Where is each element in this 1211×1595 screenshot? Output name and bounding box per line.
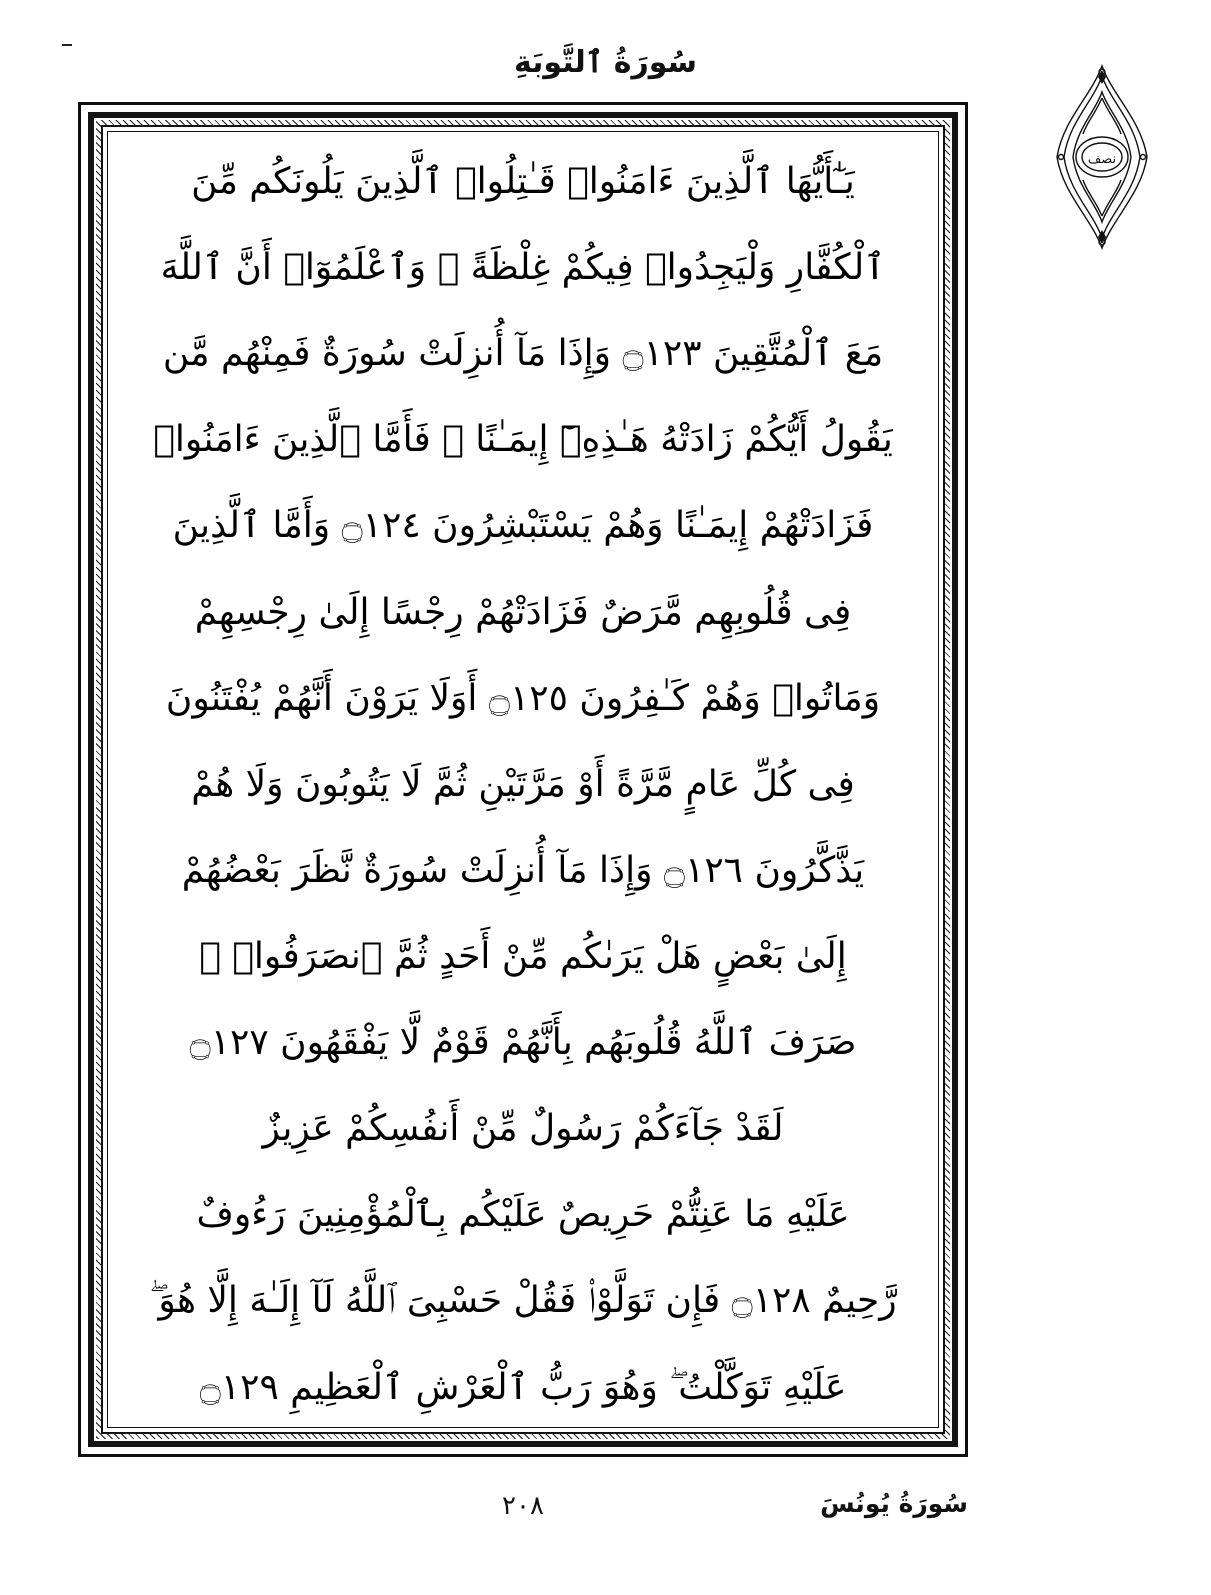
ayah-line: فِى قُلُوبِهِم مَّرَضٌ فَزَادَتْهُمْ رِجْسًا إِلَىٰ رِجْسِهِمْ: [194, 591, 852, 633]
surah-title: سُورَةُ ٱلتَّوبَةِ: [513, 45, 698, 80]
ayah-line: فَزَادَتْهُمْ إِيمَـٰنًا وَهُمْ يَسْتَبْشِرُونَ ۝١٢٤ وَأَمَّا ٱلَّذِينَ: [172, 505, 874, 547]
ayah-line: ٱلْكُفَّارِ وَلْيَجِدُوا۟ فِيكُمْ غِلْظَةً ۚ وَٱعْلَمُوٓا۟ أَنَّ ٱللَّهَ: [160, 247, 886, 289]
ayah-line: وَمَاتُوا۟ وَهُمْ كَـٰفِرُونَ ۝١٢٥ أَوَلَا يَرَوْنَ أَنَّهُمْ يُفْتَنُونَ: [165, 677, 881, 719]
frame-inner-border: [101, 125, 945, 1434]
ayah-line: صَرَفَ ٱللَّهُ قُلُوبَهُم بِأَنَّهُمْ قَوْمٌ لَّا يَفْقَهُونَ ۝١٢٧: [189, 1022, 857, 1064]
quran-text-block: [129, 161, 917, 1408]
corner-registration-mark: [62, 44, 72, 46]
page-header: [0, 45, 1211, 80]
ayah-line: عَلَيْهِ تَوَكَّلْتُ ۖ وَهُوَ رَبُّ ٱلْعَرْشِ ٱلْعَظِيمِ ۝١٢٩: [199, 1366, 847, 1408]
ayah-line: إِلَىٰ بَعْضٍ هَلْ يَرَىٰكُم مِّنْ أَحَدٍ ثُمَّ ٱنصَرَفُوا۟ ۚ: [199, 935, 847, 977]
page-footer: [78, 1489, 968, 1529]
next-surah-label: سُورَةُ يُونُسَ: [820, 1489, 968, 1518]
ayah-line: يَذَّكَّرُونَ ۝١٢٦ وَإِذَا مَآ أُنزِلَتْ سُورَةٌ نَّظَرَ بَعْضُهُمْ: [181, 849, 865, 891]
ayah-line: مَعَ ٱلْمُتَّقِينَ ۝١٢٣ وَإِذَا مَآ أُنزِلَتْ سُورَةٌ فَمِنْهُم مَّن: [162, 333, 884, 375]
ayah-line: يَـٰٓأَيُّهَا ٱلَّذِينَ ءَامَنُوا۟ قَـٰتِلُوا۟ ٱلَّذِينَ يَلُونَكُم مِّنَ: [191, 161, 855, 202]
ayah-line: رَّحِيمٌ ۝١٢٨ فَإِن تَوَلَّوْا۟ فَقُلْ حَسْبِىَ ٱللَّهُ لَآ إِلَـٰهَ إِلَّا هُوَ ۖ: [149, 1280, 897, 1322]
page-number: ٢٠٨: [502, 1491, 544, 1521]
text-frame: [78, 102, 968, 1457]
ayah-line: لَقَدْ جَآءَكُمْ رَسُولٌ مِّنْ أَنفُسِكُمْ عَزِيزٌ: [262, 1108, 784, 1150]
ayah-line: يَقُولُ أَيُّكُمْ زَادَتْهُ هَـٰذِهِۦٓ إِيمَـٰنًا ۚ فَأَمَّا ٱلَّذِينَ ءَامَنُوا۟: [153, 419, 893, 461]
half-hizb-medallion: [1053, 62, 1151, 252]
medallion-label: نصف: [1087, 152, 1117, 167]
ayah-line: فِى كُلِّ عَامٍ مَّرَّةً أَوْ مَرَّتَيْنِ ثُمَّ لَا يَتُوبُونَ وَلَا هُمْ: [191, 763, 855, 805]
ayah-line: عَلَيْهِ مَا عَنِتُّمْ حَرِيصٌ عَلَيْكُم بِٱلْمُؤْمِنِينَ رَءُوفٌ: [196, 1194, 850, 1236]
